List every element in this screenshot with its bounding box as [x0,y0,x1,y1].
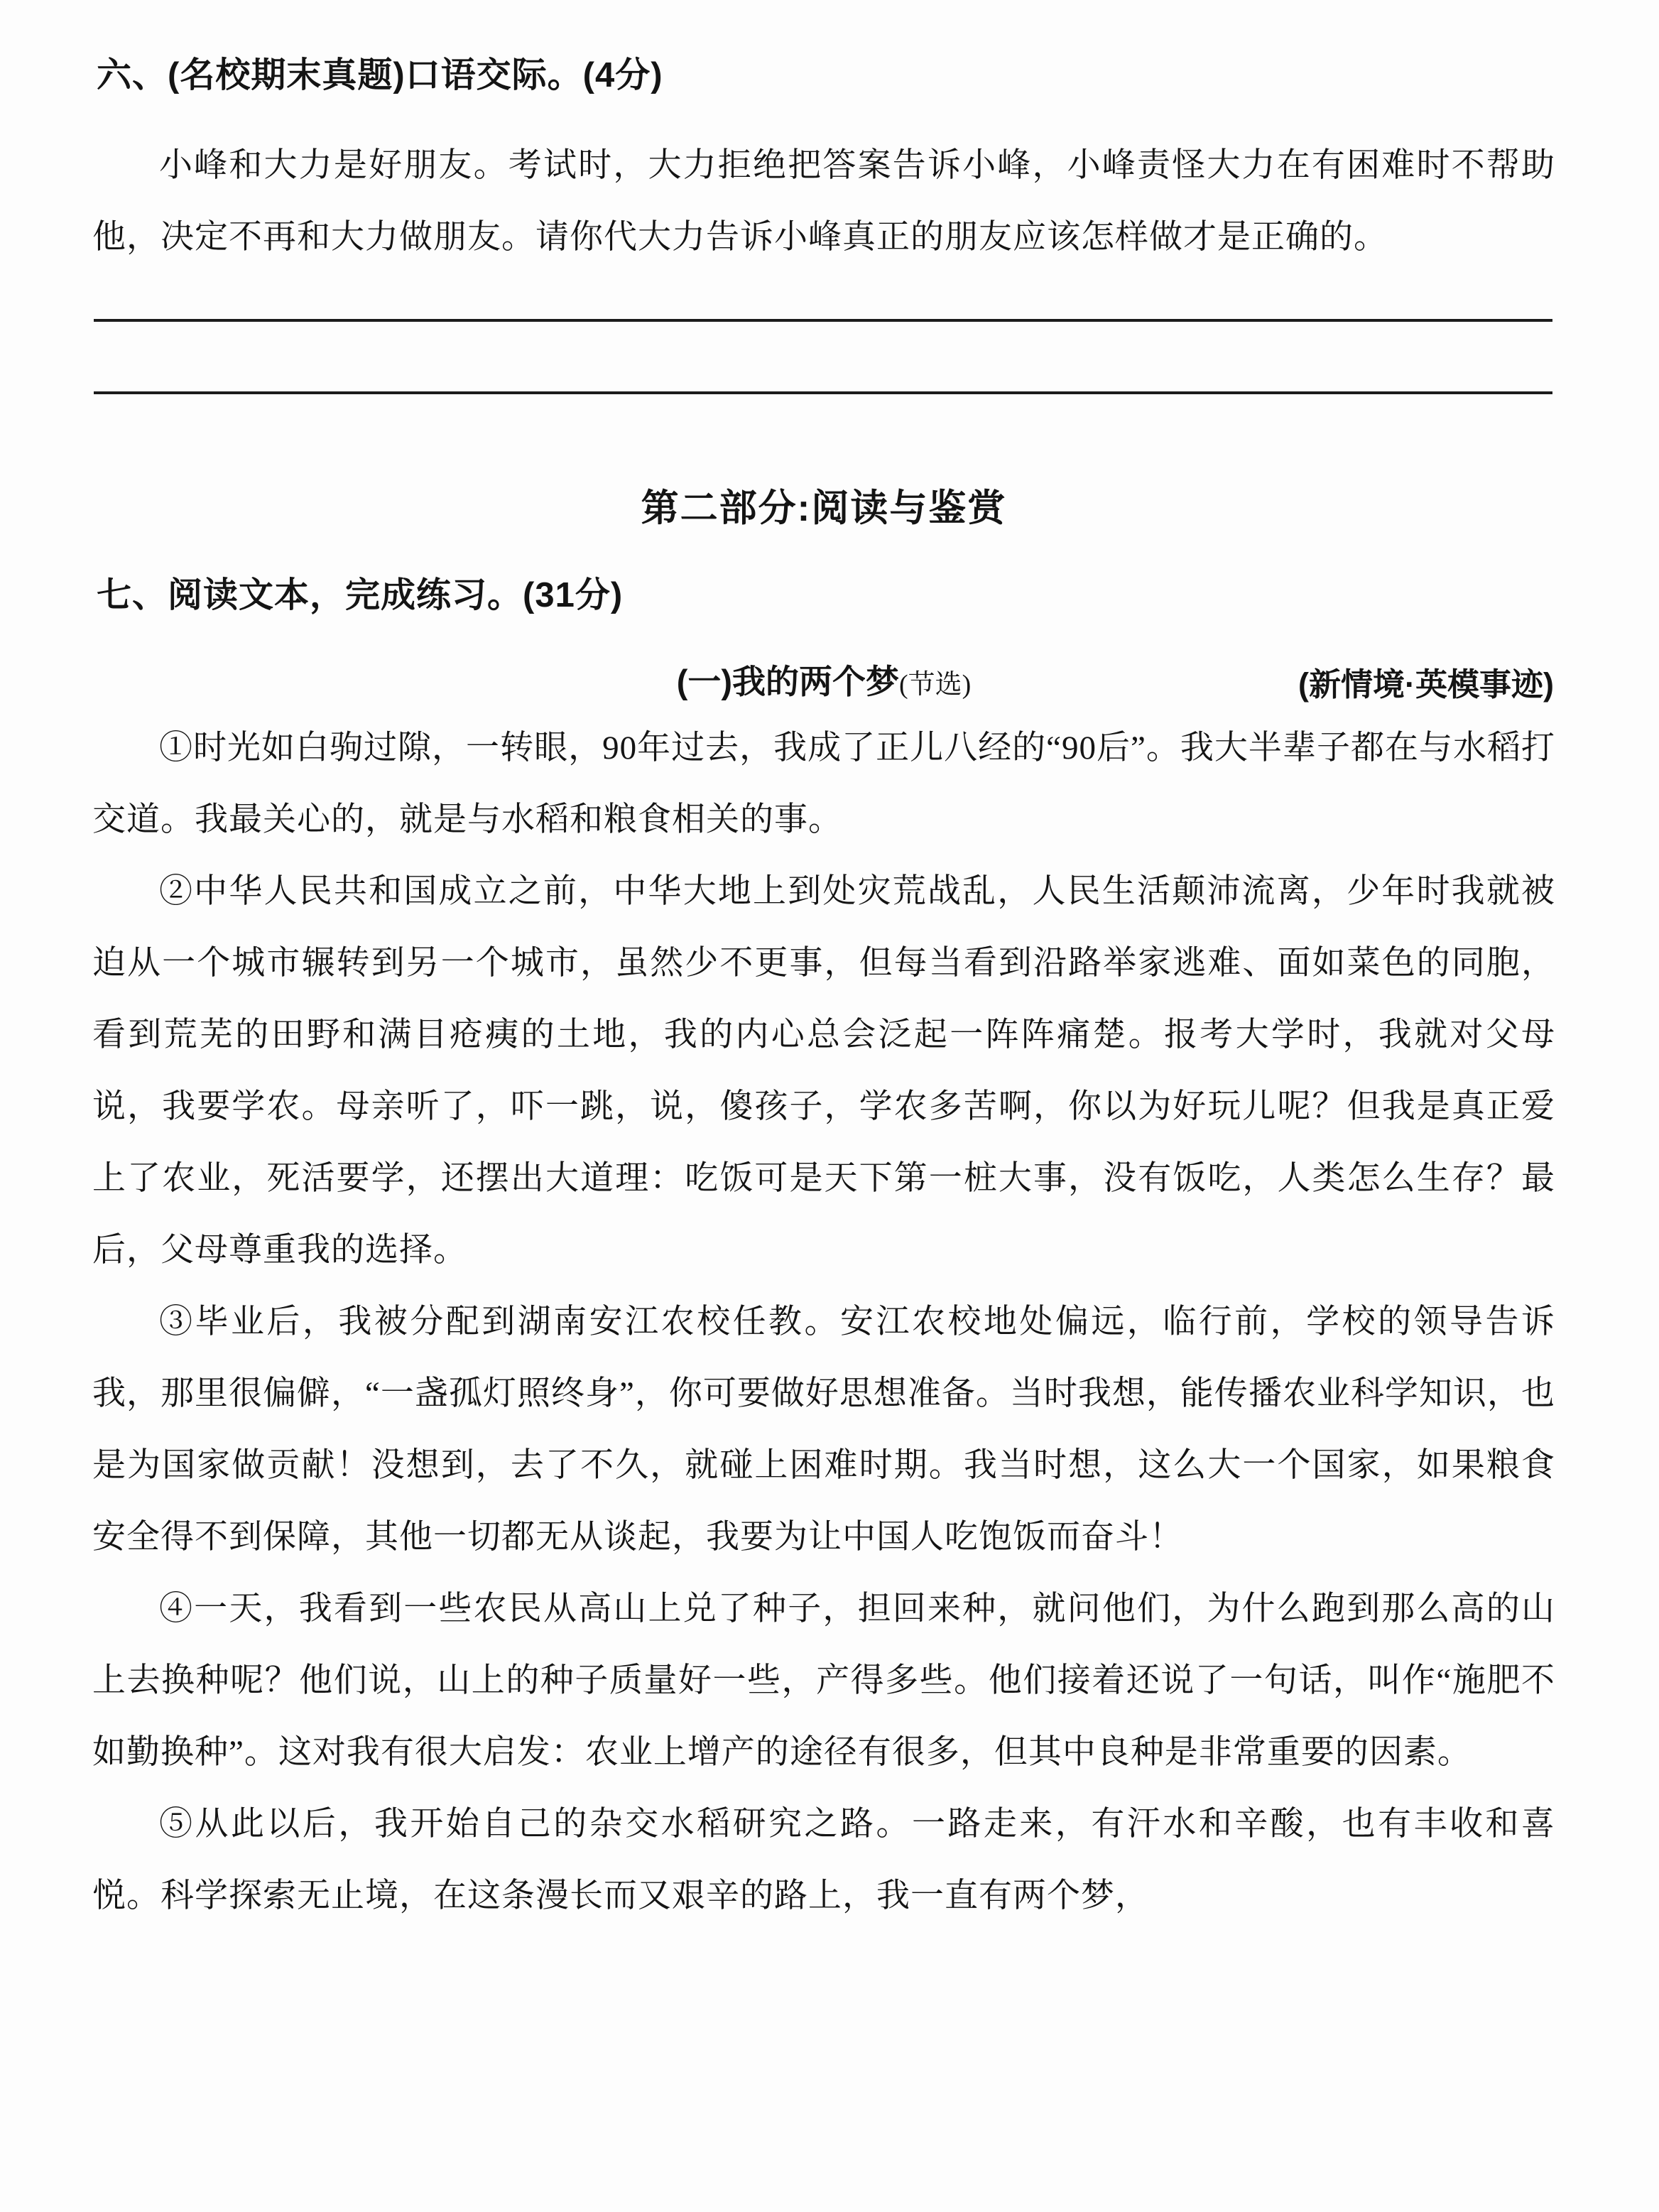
passage-paragraph-5: ⑤从此以后，我开始自己的杂交水稻研究之路。一路走来，有汗水和辛酸，也有丰收和喜悦。科学探索无止境，在这条漫长而又艰辛的路上，我一直有两个梦， [92,1806,1555,1915]
passage-paragraph-2: ②中华人民共和国成立之前，中华大地上到处灾荒战乱，人民生活颠沛流离，少年时我就被迫从一个城市辗转到另一个城市，虽然少不更事，但每当看到沿路举家逃难、面如菜色的同胞，看到荒芜的田野和满目疮痍的土地，我的内心总会泛起一阵阵痛楚。报考大学时，我就对父母说，我要学农。母亲听了，吓一跳，说，傻孩子，学农多苦啊，你以为好玩儿呢？但我是真正爱上了农业，死活要学，还摆出大道理：吃饭可是天下第一桩大事，没有饭吃，人类怎么生存？最后，父母尊重我的选择。 [92,873,1555,1269]
section-six-prompt: 小峰和大力是好朋友。考试时，大力拒绝把答案告诉小峰，小峰责怪大力在有困难时不帮助他，决定不再和大力做朋友。请你代大力告诉小峰真正的朋友应该怎样做才是正确的。 [92,147,1555,256]
section-six-heading: 六、(名校期末真题)口语交际。(4分) [97,56,663,94]
part-two-title: 第二部分:阅读与鉴赏 [641,487,1007,530]
answer-line-1 [94,319,1552,322]
passage-paragraph-1: ①时光如白驹过隙，一转眼，90年过去，我成了正儿八经的“90后”。我大半辈子都在与水稻打交道。我最关心的，就是与水稻和粮食相关的事。 [92,730,1555,839]
passage-paragraph-4: ④一天，我看到一些农民从高山上兑了种子，担回来种，就问他们，为什么跑到那么高的山上去换种呢？他们说，山上的种子质量好一些，产得多些。他们接着还说了一句话，叫作“施肥不如勤换种”。这对我有很大启发：农业上增产的途径有很多，但其中良种是非常重要的因素。 [92,1590,1555,1772]
passage-body [92,712,1555,1932]
passage-title-note: (节选) [899,670,972,700]
answer-line-2 [94,391,1552,394]
passage-title-row [92,656,1555,707]
passage-paragraph-3: ③毕业后，我被分配到湖南安江农校任教。安江农校地处偏远，临行前，学校的领导告诉我，那里很偏僻，“一盏孤灯照终身”，你可要做好思想准备。当时我想，能传播农业科学知识，也是为国家做贡献！没想到，去了不久，就碰上困难时期。我当时想，这么大一个国家，如果粮食安全得不到保障，其他一切都无从谈起，我要为让中国人吃饱饭而奋斗！ [92,1303,1555,1556]
passage-source-tag: (新情境·英模事迹) [1298,666,1554,703]
section-six [92,54,1555,394]
passage-title: (一)我的两个梦 [676,663,899,701]
section-seven-heading: 七、阅读文本，完成练习。(31分) [97,576,624,615]
